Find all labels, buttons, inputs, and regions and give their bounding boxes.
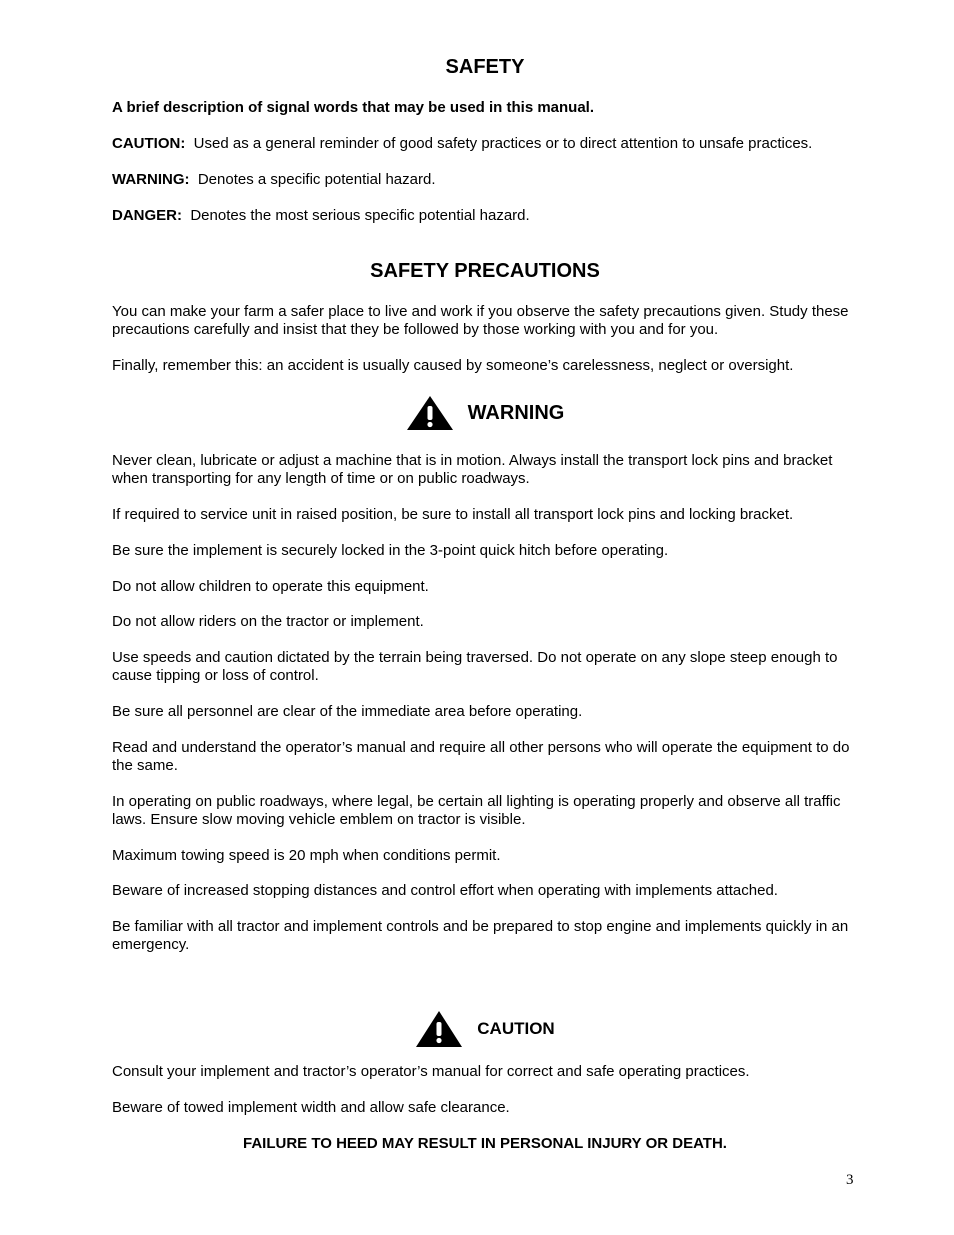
caution-definition	[112, 135, 858, 153]
warning-def-text: Denotes a specific potential hazard.	[197, 171, 436, 188]
caution-def-text: Used as a general reminder of good safety practices or to direct attention to unsafe practices.	[193, 135, 813, 152]
warning-item: In operating on public roadways, where legal, be certain all lighting is operating properly and observe all traffic laws. Ensure slow moving vehicle emblem on tractor is visible.	[112, 793, 841, 828]
precautions-paragraph-1: You can make your farm a safer place to live and work if you observe the safety precautions given. Study these precautions carefully and insist that they be followed by those working with you and for you.	[112, 303, 849, 338]
caution-item: Consult your implement and tractor’s operator’s manual for correct and safe operating practices.	[112, 1063, 750, 1080]
safety-precautions-title: SAFETY PRECAUTIONS	[370, 260, 600, 282]
warning-item: Be familiar with all tractor and implement controls and be prepared to stop engine and implements quickly in an emergency.	[112, 918, 849, 953]
warning-term: WARNING:	[112, 171, 190, 188]
warning-signal-heading	[112, 394, 858, 432]
caution-heading-text: CAUTION	[477, 1019, 555, 1038]
failure-to-heed-notice: FAILURE TO HEED MAY RESULT IN PERSONAL INJURY OR DEATH.	[243, 1135, 727, 1152]
warning-definition	[112, 171, 858, 189]
danger-definition	[112, 207, 858, 225]
warning-item: Do not allow riders on the tractor or implement.	[112, 613, 424, 630]
warning-item: Be sure all personnel are clear of the immediate area before operating.	[112, 703, 583, 720]
warning-heading-text: WARNING	[467, 401, 565, 424]
warning-item: If required to service unit in raised position, be sure to install all transport lock pins and locking bracket.	[112, 506, 794, 523]
danger-term: DANGER:	[112, 207, 182, 224]
warning-triangle-icon	[406, 395, 454, 431]
warning-item: Do not allow children to operate this equipment.	[112, 578, 429, 595]
warning-item: Be sure the implement is securely locked in the 3-point quick hitch before operating.	[112, 542, 669, 559]
warning-item: Use speeds and caution dictated by the terrain being traversed. Do not operate on any slope steep enough to cause tipping or loss of control.	[112, 649, 838, 684]
signal-words-intro: A brief description of signal words that may be used in this manual.	[112, 99, 595, 116]
danger-def-text: Denotes the most serious specific potential hazard.	[190, 207, 530, 224]
warning-item: Beware of increased stopping distances and control effort when operating with implements attached.	[112, 882, 778, 899]
page-number: 3	[846, 1172, 854, 1188]
caution-triangle-icon	[415, 1010, 463, 1048]
warning-item: Read and understand the operator’s manual and require all other persons who will operate the equipment to do the same.	[112, 739, 850, 774]
caution-signal-heading	[112, 1010, 858, 1048]
precautions-paragraph-2: Finally, remember this: an accident is usually caused by someone’s carelessness, neglect or oversight.	[112, 357, 794, 374]
caution-item: Beware of towed implement width and allow safe clearance.	[112, 1099, 510, 1116]
safety-title: SAFETY	[445, 56, 525, 78]
caution-term: CAUTION:	[112, 135, 186, 152]
warning-item: Never clean, lubricate or adjust a machine that is in motion. Always install the transport lock pins and bracket when transporting for any length of time or on public roadways.	[112, 452, 833, 487]
warning-item: Maximum towing speed is 20 mph when conditions permit.	[112, 847, 501, 864]
